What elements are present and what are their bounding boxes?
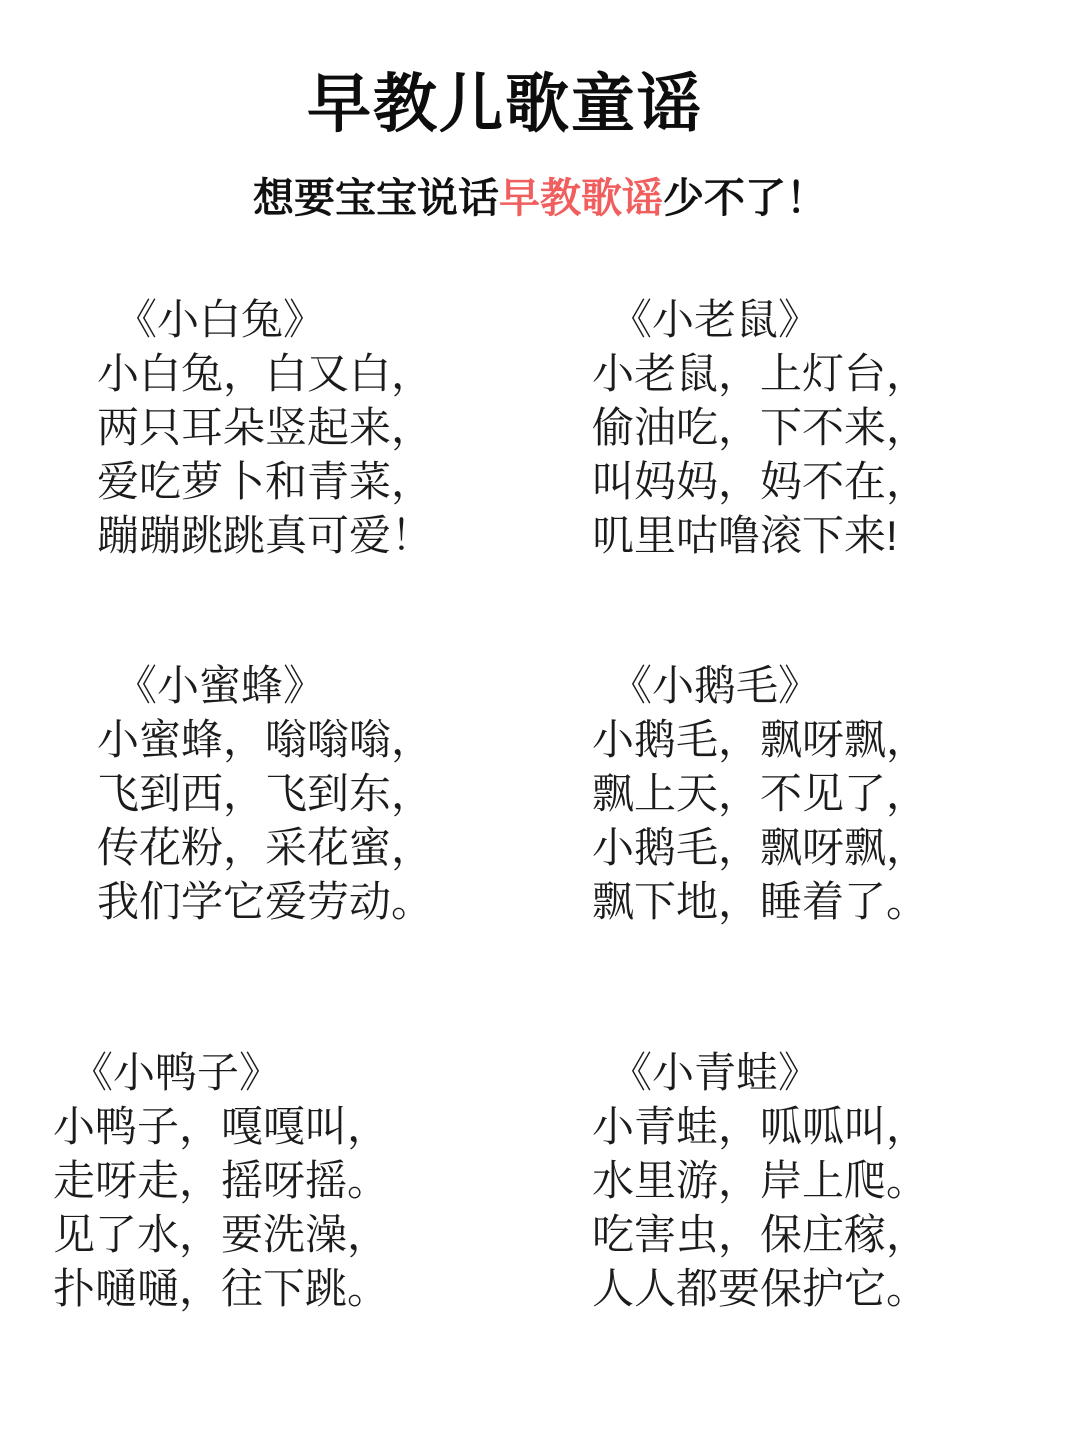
rhyme-line: 扑嗵嗵，往下跳。	[53, 1265, 390, 1312]
rhyme-line: 小白兔，白又白，	[97, 350, 434, 397]
rhyme-line: 叽里咕噜滚下来!	[592, 512, 898, 559]
rhyme-line: 小老鼠，上灯台，	[592, 350, 929, 397]
subtitle-suffix: 少不了！	[663, 175, 827, 221]
rhyme-title: 《小白兔》	[115, 296, 326, 343]
rhyme-line: 偷油吃，下不来，	[592, 404, 929, 451]
rhyme-line: 传花粉，采花蜜，	[97, 824, 434, 871]
rhyme-title: 《小鹅毛》	[610, 662, 821, 709]
rhyme-line: 叫妈妈，妈不在，	[592, 458, 929, 505]
rhyme-line: 两只耳朵竖起来，	[97, 404, 434, 451]
rhyme-line: 飘上天，不见了，	[592, 770, 929, 817]
rhyme-title: 《小鸭子》	[71, 1049, 282, 1096]
page-title: 早教儿歌童谣	[307, 68, 703, 140]
rhyme-line: 水里游，岸上爬。	[592, 1157, 929, 1204]
rhyme-line: 飘下地，睡着了。	[592, 878, 929, 925]
rhyme-line: 走呀走，摇呀摇。	[53, 1157, 390, 1204]
rhyme-block-5	[53, 1046, 389, 1316]
rhyme-line: 我们学它爱劳动。	[97, 878, 434, 925]
subtitle	[0, 172, 1080, 224]
rhyme-title: 《小老鼠》	[610, 296, 821, 343]
rhyme-block-3	[97, 659, 433, 929]
rhyme-line: 小蜜蜂，嗡嗡嗡，	[97, 716, 434, 763]
rhyme-line: 蹦蹦跳跳真可爱！	[97, 512, 434, 559]
rhyme-line: 吃害虫，保庄稼，	[592, 1211, 929, 1258]
rhyme-line: 人人都要保护它。	[592, 1265, 929, 1312]
rhyme-block-4	[592, 659, 928, 929]
rhyme-title: 《小青蛙》	[610, 1049, 821, 1096]
rhyme-line: 见了水，要洗澡，	[53, 1211, 390, 1258]
rhyme-block-6	[592, 1046, 928, 1316]
rhyme-block-2	[592, 293, 928, 563]
rhyme-line: 小鹅毛，飘呀飘，	[592, 716, 929, 763]
subtitle-prefix: 想要宝宝说话	[253, 175, 499, 221]
rhyme-title: 《小蜜蜂》	[115, 662, 326, 709]
subtitle-highlight: 早教歌谣	[499, 175, 663, 221]
rhyme-line: 小青蛙，呱呱叫，	[592, 1103, 929, 1150]
rhyme-line: 爱吃萝卜和青菜，	[97, 458, 434, 505]
rhyme-line: 小鸭子，嘎嘎叫，	[53, 1103, 390, 1150]
rhyme-line: 飞到西，飞到东，	[97, 770, 434, 817]
rhyme-block-1	[97, 293, 433, 563]
rhyme-line: 小鹅毛，飘呀飘，	[592, 824, 929, 871]
